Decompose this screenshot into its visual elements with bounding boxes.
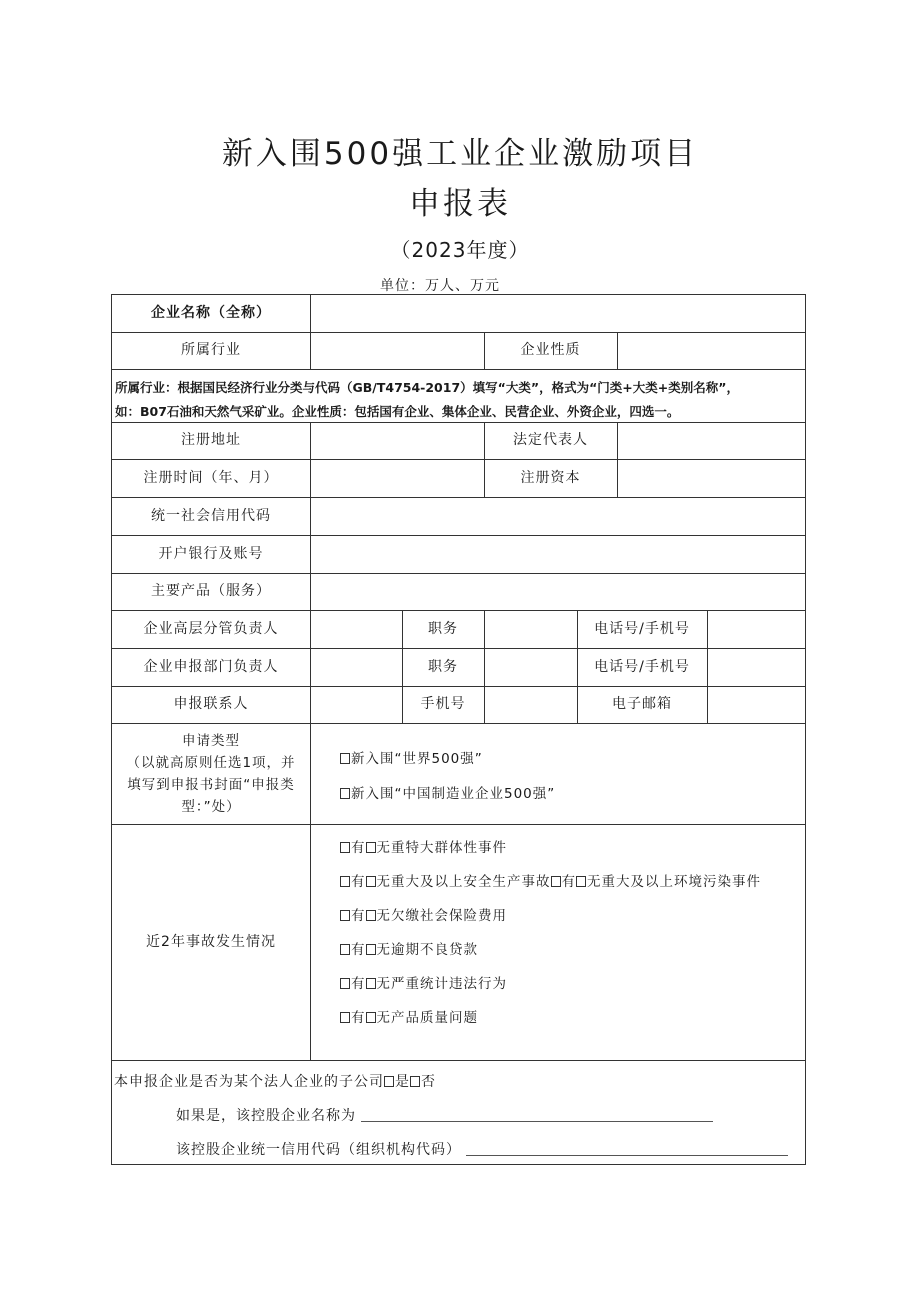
checkbox-icon[interactable] [340,876,350,887]
industry-note-line1: 所属行业：根据国民经济行业分类与代码（GB/T4754-2017）填写“大类”，格式为“门类+大类+类别名称”， [115,380,739,395]
reg-time-field[interactable] [311,459,484,497]
nature-field[interactable] [618,332,805,369]
dept-phone-label: 电话号/手机号 [594,658,690,675]
email-field[interactable] [708,686,805,723]
company-name-field[interactable] [311,295,805,332]
senior-phone-label: 电话号/手机号 [594,620,690,637]
senior-position-field[interactable] [485,610,577,648]
legal-rep-field[interactable] [618,422,805,459]
form-year: （2023年度） [390,238,530,262]
mobile-field[interactable] [485,686,577,723]
checkbox-icon[interactable] [366,944,376,955]
mobile-label: 手机号 [420,696,466,712]
accident-item-safety-environment: 有 无重大及以上安全生产事故 有 无重大及以上环境污染事件 [340,870,761,890]
industry-label: 所属行业 [181,342,241,358]
checkbox-icon[interactable] [410,1076,420,1087]
checkbox-icon[interactable] [340,788,350,799]
email-label: 电子邮箱 [612,696,672,712]
checkbox-icon[interactable] [340,910,350,921]
checkbox-icon[interactable] [366,842,376,853]
checkbox-icon[interactable] [340,842,350,853]
company-name-label: 企业名称（全称） [151,305,271,321]
accident-item-quality: 有 无产品质量问题 [340,1006,478,1026]
credit-code-label: 统一社会信用代码 [151,507,271,524]
apply-type-label [112,723,310,824]
reg-capital-label: 注册资本 [520,469,581,486]
apply-type-note2: 填写到申报书封面“申报类 [127,776,295,793]
reg-time-label: 注册时间（年、月） [143,469,279,486]
checkbox-icon[interactable] [366,1012,376,1023]
checkbox-icon[interactable] [551,876,561,887]
unit-label: 单位：万人、万元 [380,278,500,294]
accident-item-group-events: 有 无重特大群体性事件 [340,836,507,856]
bank-account-label: 开户银行及账号 [158,545,264,562]
main-products-label: 主要产品（服务） [151,583,271,599]
apply-type-note1: （以就高原则任选1项，并 [126,754,296,771]
checkbox-icon[interactable] [340,978,350,989]
dept-phone-field[interactable] [708,648,805,686]
subsidiary-question: 本申报企业是否为某个法人企业的子公司 是 否 [114,1074,436,1090]
credit-code-field[interactable] [311,497,805,535]
accident-label: 近2年事故发生情况 [146,933,276,950]
form-subtitle: 申报表 [409,186,511,222]
accident-item-social-insurance: 有 无欠缴社会保险费用 [340,904,507,924]
dept-head-label: 企业申报部门负责人 [143,658,279,675]
parent-name-line: 如果是，该控股企业名称为 [176,1105,713,1125]
senior-position-label: 职务 [428,620,458,637]
apply-type-note3: 型：”处） [181,798,241,815]
apply-option-china500[interactable]: 新入围“中国制造业企业500强” [340,782,555,802]
reg-address-field[interactable] [311,422,484,459]
senior-manager-field[interactable] [311,610,402,648]
accident-item-statistics: 有 无严重统计违法行为 [340,972,507,992]
industry-note-line2: 如：B07石油和天然气采矿业。企业性质：包括国有企业、集体企业、民营企业、外资企业，四选一。 [115,404,680,419]
checkbox-icon[interactable] [340,944,350,955]
senior-phone-field[interactable] [708,610,805,648]
checkbox-icon[interactable] [576,876,586,887]
dept-head-field[interactable] [311,648,402,686]
apply-option-world500[interactable]: 新入围“世界500强” [340,747,483,767]
apply-type-title: 申请类型 [182,732,240,749]
checkbox-icon[interactable] [340,1012,350,1023]
dept-position-field[interactable] [485,648,577,686]
contact-field[interactable] [311,686,402,723]
reg-capital-field[interactable] [618,459,805,497]
senior-manager-label: 企业高层分管负责人 [143,620,279,637]
nature-label: 企业性质 [520,342,581,358]
form-title: 新入围500强工业企业激励项目 [221,136,699,172]
reg-address-label: 注册地址 [181,432,241,448]
bank-account-field[interactable] [311,535,805,573]
parent-code-line: 该控股企业统一信用代码（组织机构代码） [176,1139,788,1159]
parent-name-input[interactable] [361,1107,713,1122]
industry-field[interactable] [311,332,484,369]
checkbox-icon[interactable] [366,910,376,921]
checkbox-icon[interactable] [366,876,376,887]
main-products-field[interactable] [311,573,805,610]
accident-item-bad-loans: 有 无逾期不良贷款 [340,938,478,958]
parent-code-input[interactable] [466,1141,788,1156]
application-form [111,294,806,1165]
legal-rep-label: 法定代表人 [513,432,588,448]
checkbox-icon[interactable] [340,753,350,764]
dept-position-label: 职务 [428,658,458,675]
checkbox-icon[interactable] [384,1076,394,1087]
checkbox-icon[interactable] [366,978,376,989]
contact-label: 申报联系人 [173,696,249,712]
